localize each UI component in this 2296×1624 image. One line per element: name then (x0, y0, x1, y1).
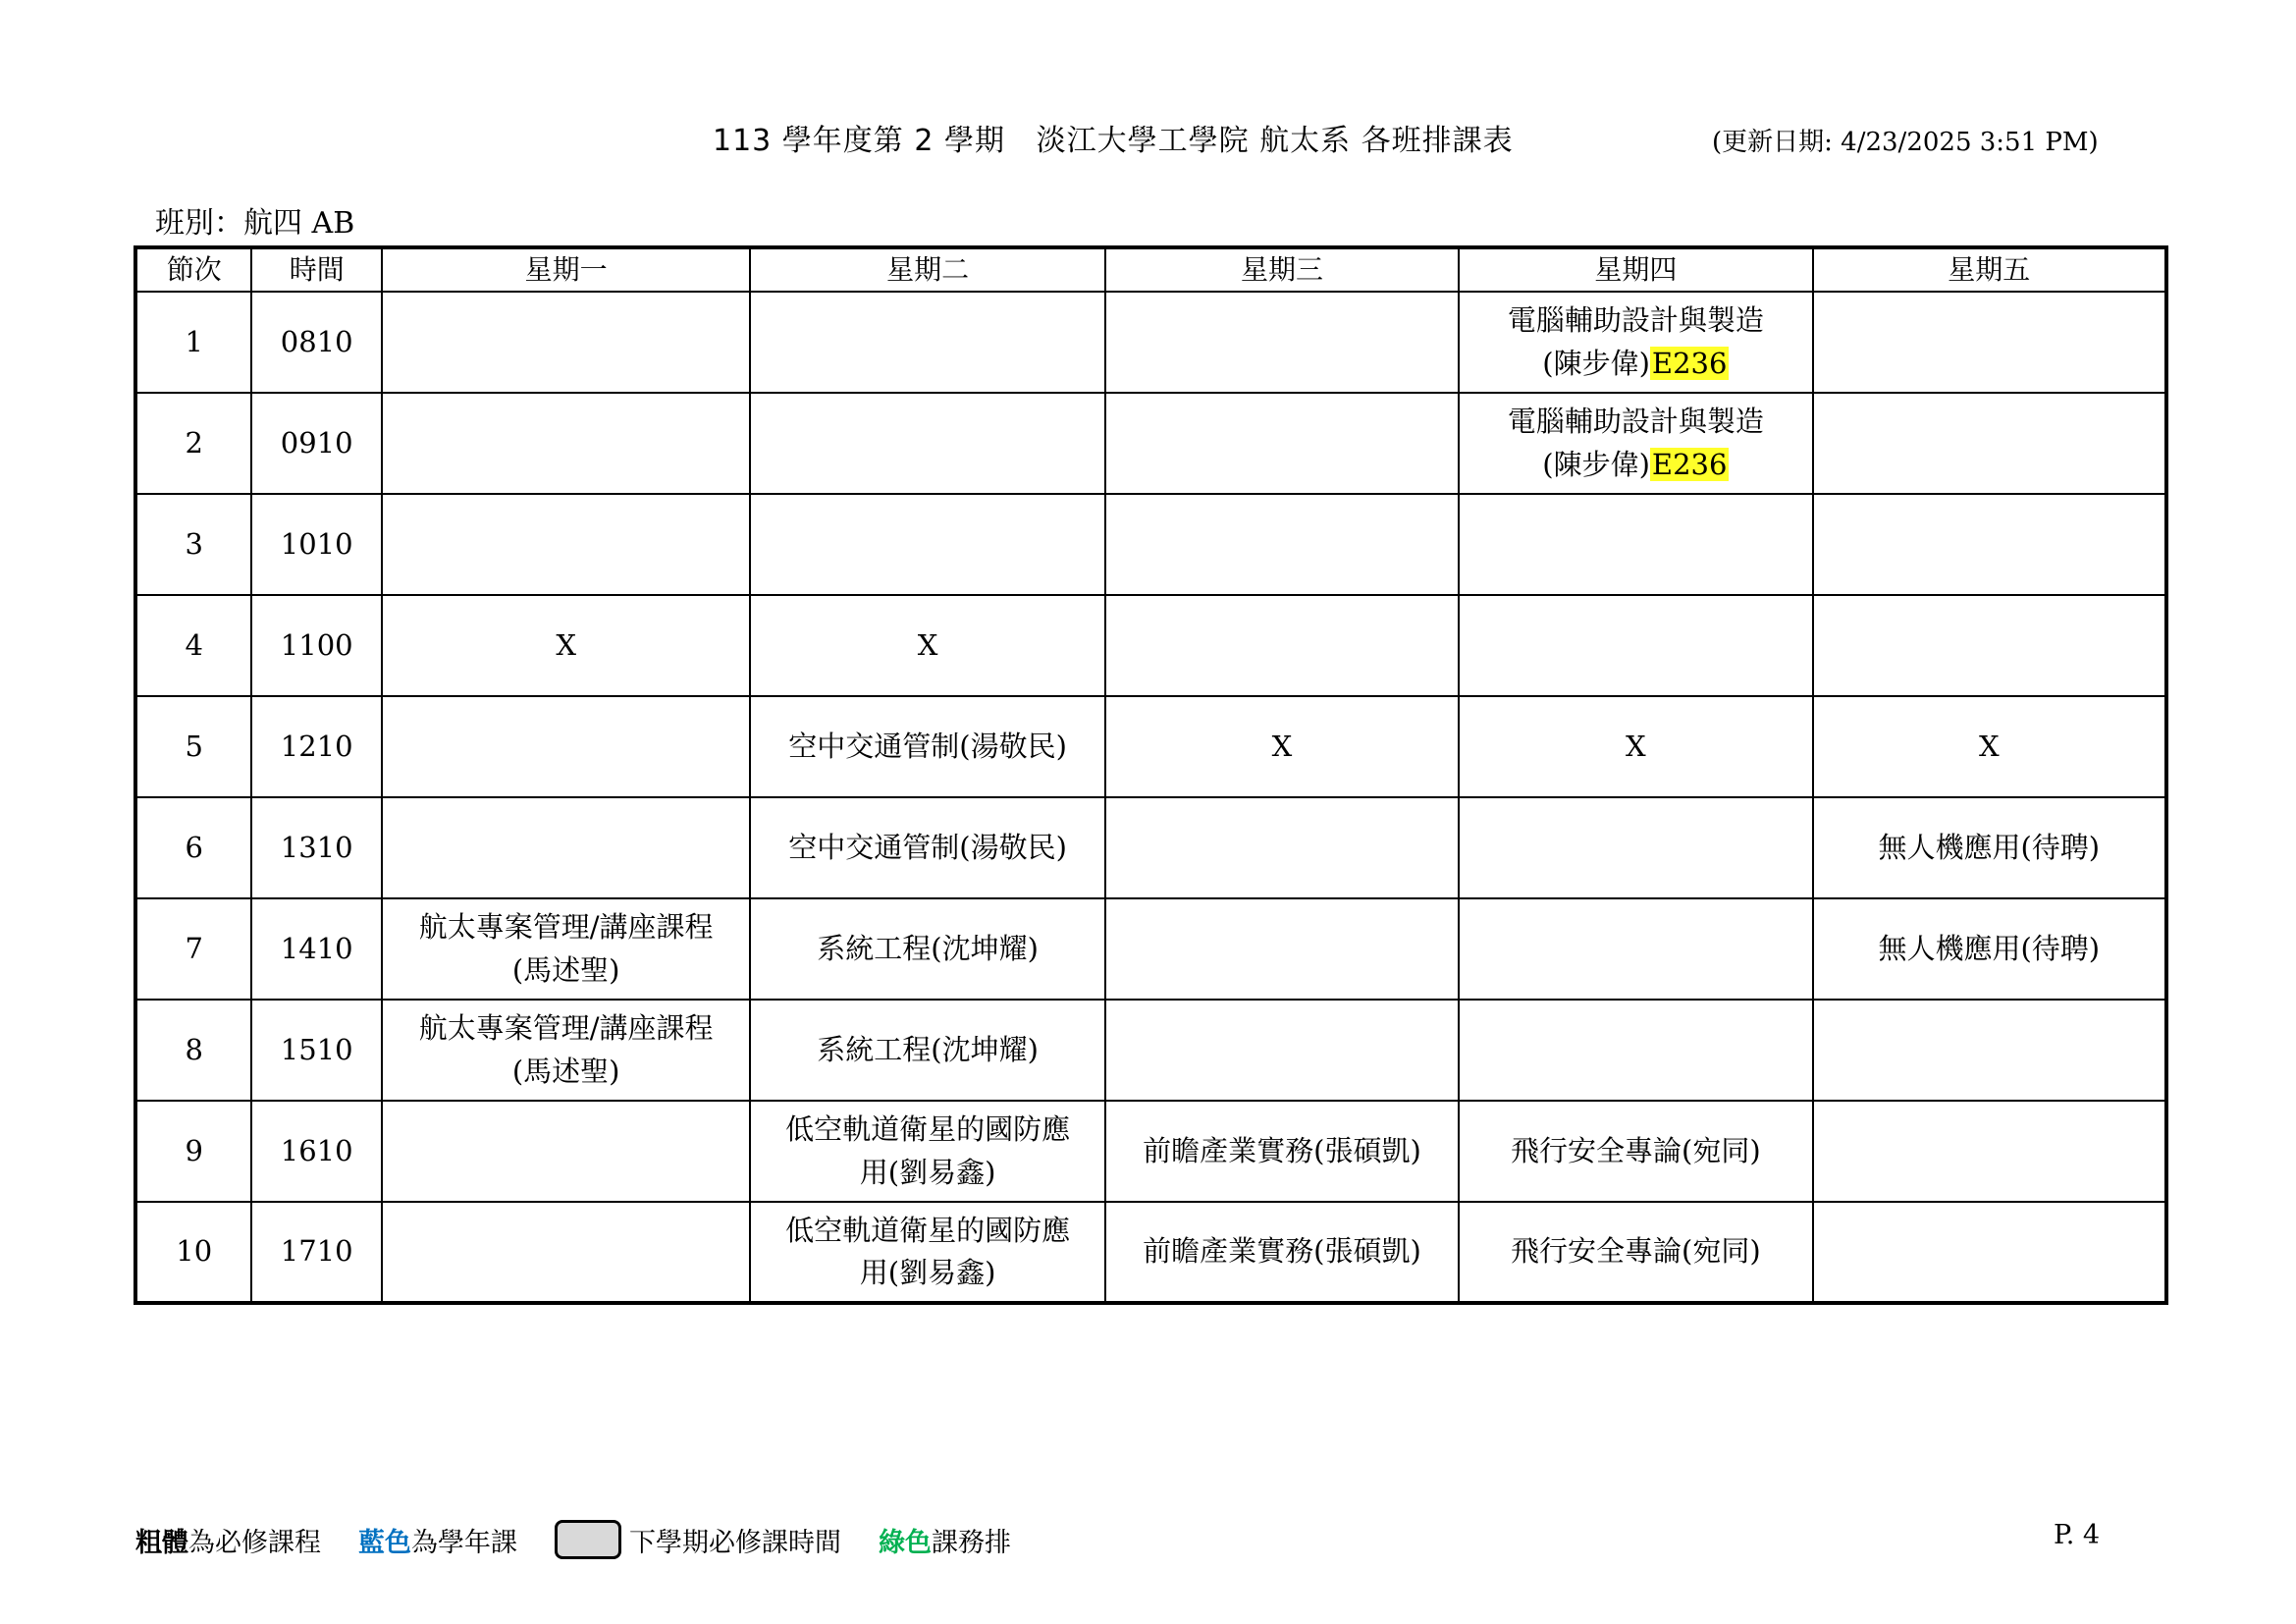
course-cell-monday (382, 292, 750, 393)
course-text: 空中交通管制(湯敬民) (788, 729, 1067, 763)
time-cell: 1010 (251, 494, 382, 595)
header-row (135, 247, 2166, 292)
time-cell: 1410 (251, 898, 382, 1000)
legend-bold-desc: 為必修課程 (188, 1527, 321, 1558)
header-monday: 星期一 (382, 247, 750, 292)
course-cell-wednesday (1105, 1202, 1459, 1303)
course-cell-friday (1813, 292, 2166, 393)
course-cell-wednesday (1105, 696, 1459, 797)
course-cell-wednesday (1105, 595, 1459, 696)
course-name: 電腦輔助設計與製造 (1507, 405, 1764, 438)
legend-green-word: 綠色 (879, 1527, 932, 1558)
course-cell-monday (382, 898, 750, 1000)
course-text: 前瞻產業實務(張碩凱) (1143, 1133, 1421, 1167)
course-text: X (556, 627, 576, 662)
course-text: 低空軌道衛星的國防應 用(劉易鑫) (785, 1213, 1071, 1289)
course-cell-wednesday (1105, 1101, 1459, 1202)
course-name: 電腦輔助設計與製造 (1507, 303, 1764, 337)
period-cell: 2 (135, 393, 251, 494)
course-cell-wednesday (1105, 1000, 1459, 1101)
time-cell: 1510 (251, 1000, 382, 1101)
course-cell-tuesday (750, 696, 1104, 797)
course-cell-tuesday (750, 1202, 1104, 1303)
table-row (135, 1000, 2166, 1101)
header-period: 節次 (135, 247, 251, 292)
course-text: X (1271, 729, 1293, 763)
time-cell: 1710 (251, 1202, 382, 1303)
course-cell-tuesday (750, 494, 1104, 595)
course-text: 飛行安全專論(宛同) (1511, 1133, 1761, 1167)
course-cell-thursday (1459, 797, 1812, 898)
course-room: E236 (1651, 346, 1728, 380)
course-text: 航太專案管理/講座課程 (馬述聖) (418, 910, 714, 987)
course-cell-friday (1813, 595, 2166, 696)
course-text: 前瞻產業實務(張碩凱) (1143, 1234, 1421, 1269)
period-cell: 1 (135, 292, 251, 393)
period-cell: 3 (135, 494, 251, 595)
course-cell-wednesday (1105, 797, 1459, 898)
table-row (135, 494, 2166, 595)
page-title: 113 學年度第 2 學期 淡江大學工學院 航太系 各班排課表 (713, 124, 1514, 158)
course-text: 低空軌道衛星的國防應 用(劉易鑫) (785, 1112, 1071, 1189)
course-cell-monday (382, 494, 750, 595)
page-number: P. 4 (2054, 1520, 2101, 1550)
time-cell: 1610 (251, 1101, 382, 1202)
schedule-table (133, 245, 2168, 1305)
course-cell-friday (1813, 1202, 2166, 1303)
header-tuesday: 星期二 (750, 247, 1104, 292)
course-cell-friday (1813, 1000, 2166, 1101)
course-cell-tuesday (750, 393, 1104, 494)
course-cell-tuesday (750, 595, 1104, 696)
legend-blue-word: 藍色 (358, 1527, 411, 1558)
course-text: X (1626, 729, 1646, 763)
course-cell-thursday (1459, 696, 1812, 797)
course-cell-wednesday (1105, 292, 1459, 393)
course-cell-thursday (1459, 595, 1812, 696)
period-cell: 9 (135, 1101, 251, 1202)
course-cell-wednesday (1105, 393, 1459, 494)
course-cell-friday (1813, 1101, 2166, 1202)
course-text: X (1978, 729, 2000, 763)
header-friday: 星期五 (1813, 247, 2166, 292)
course-cell-wednesday (1105, 494, 1459, 595)
course-cell-tuesday (750, 1101, 1104, 1202)
header-thursday: 星期四 (1459, 247, 1812, 292)
course-text: 飛行安全專論(宛同) (1511, 1234, 1761, 1269)
course-text: 無人機應用(待聘) (1878, 931, 2101, 965)
course-cell-thursday (1459, 494, 1812, 595)
course-cell-wednesday (1105, 898, 1459, 1000)
course-cell-thursday (1459, 393, 1812, 494)
header-time: 時間 (251, 247, 382, 292)
legend-bold-word: 粗體 (135, 1527, 188, 1558)
time-cell: 0910 (251, 393, 382, 494)
course-cell-friday (1813, 696, 2166, 797)
course-cell-monday (382, 595, 750, 696)
course-cell-friday (1813, 393, 2166, 494)
legend-blue-desc: 為學年課 (411, 1527, 517, 1558)
course-text: X (917, 627, 938, 662)
legend-gray-swatch (555, 1520, 621, 1559)
legend (135, 1520, 1011, 1559)
update-date: (更新日期: 4/23/2025 3:51 PM) (1712, 128, 2099, 157)
table-row (135, 292, 2166, 393)
class-label: 班別：航四 AB (155, 206, 355, 241)
period-cell: 7 (135, 898, 251, 1000)
course-teacher: (陳步偉) (1542, 346, 1650, 380)
course-cell-monday (382, 1202, 750, 1303)
course-cell-friday (1813, 797, 2166, 898)
course-cell-monday (382, 393, 750, 494)
course-cell-friday (1813, 898, 2166, 1000)
course-cell-tuesday (750, 292, 1104, 393)
table-row (135, 393, 2166, 494)
table-row (135, 1202, 2166, 1303)
course-cell-friday (1813, 494, 2166, 595)
legend-swatch-desc: 下學期必修課時間 (629, 1527, 841, 1558)
course-cell-tuesday (750, 898, 1104, 1000)
course-cell-thursday (1459, 1101, 1812, 1202)
course-cell-thursday (1459, 898, 1812, 1000)
course-cell-thursday (1459, 292, 1812, 393)
period-cell: 10 (135, 1202, 251, 1303)
course-text: 系統工程(沈坤耀) (817, 931, 1039, 965)
table-row (135, 898, 2166, 1000)
table-row (135, 595, 2166, 696)
legend-green-desc: 課務排 (932, 1527, 1011, 1558)
course-text: 空中交通管制(湯敬民) (788, 830, 1067, 864)
course-text: 無人機應用(待聘) (1878, 830, 2101, 864)
schedule-body (135, 292, 2166, 1303)
course-cell-tuesday (750, 797, 1104, 898)
course-cell-tuesday (750, 1000, 1104, 1101)
course-cell-thursday (1459, 1000, 1812, 1101)
period-cell: 8 (135, 1000, 251, 1101)
course-cell-monday (382, 797, 750, 898)
course-cell-monday (382, 1101, 750, 1202)
period-cell: 5 (135, 696, 251, 797)
course-cell-monday (382, 1000, 750, 1101)
table-row (135, 797, 2166, 898)
course-text: 航太專案管理/講座課程 (馬述聖) (418, 1011, 714, 1088)
table-row (135, 1101, 2166, 1202)
header-wednesday: 星期三 (1105, 247, 1459, 292)
time-cell: 1310 (251, 797, 382, 898)
table-row (135, 696, 2166, 797)
period-cell: 4 (135, 595, 251, 696)
time-cell: 1210 (251, 696, 382, 797)
period-cell: 6 (135, 797, 251, 898)
time-cell: 1100 (251, 595, 382, 696)
course-cell-monday (382, 696, 750, 797)
course-room: E236 (1651, 447, 1728, 481)
course-teacher: (陳步偉) (1542, 447, 1650, 481)
course-text: 系統工程(沈坤耀) (817, 1032, 1039, 1066)
course-cell-thursday (1459, 1202, 1812, 1303)
time-cell: 0810 (251, 292, 382, 393)
